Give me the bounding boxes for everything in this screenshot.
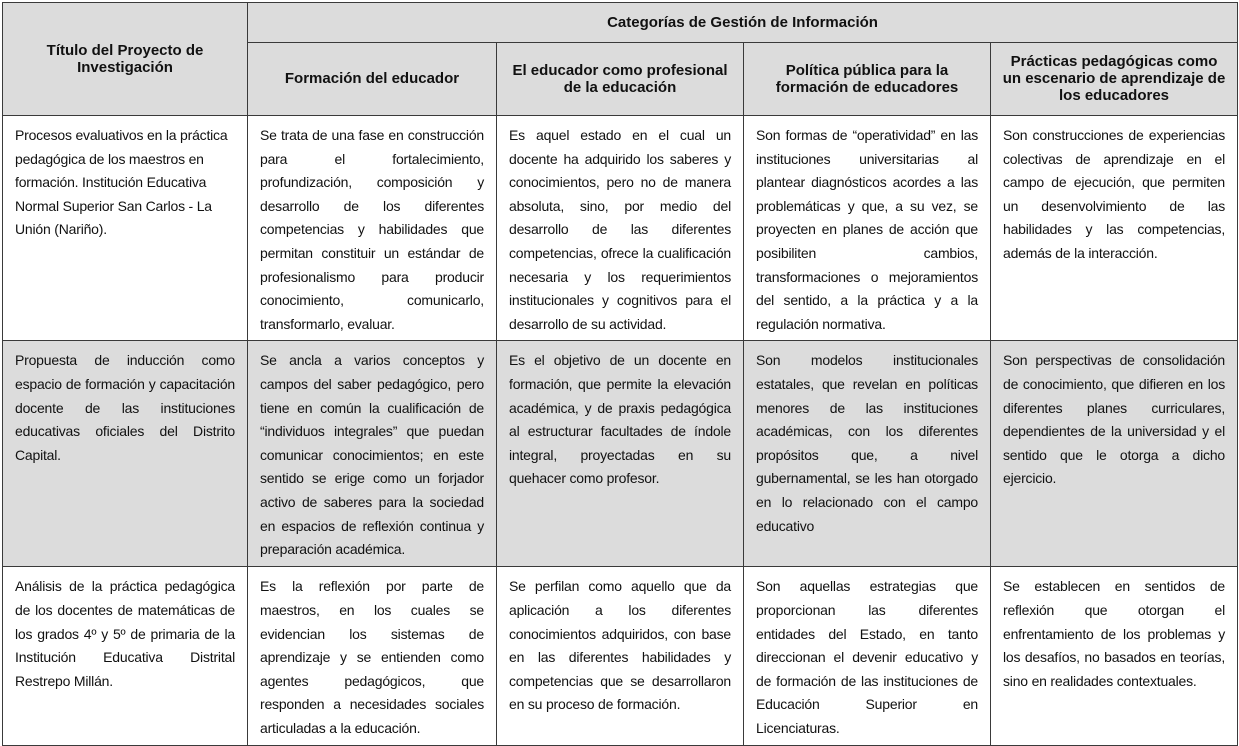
header-column-1 (248, 42, 497, 115)
table-cell (991, 341, 1238, 567)
row-title-cell (3, 567, 248, 745)
row-title-cell (3, 341, 248, 567)
table-row (3, 116, 1238, 341)
table-cell (744, 341, 991, 567)
header-column-1-text: Formación del educador (284, 70, 460, 88)
header-column-3 (744, 42, 991, 115)
table-cell (248, 116, 497, 341)
research-categories-table (2, 2, 1238, 746)
row-title-text: Propuesta de inducción como espacio de formación y capacitación docente de las instituciones educativas oficiales del Distrito Capital. (15, 352, 235, 463)
cell-text: Se establecen en sentidos de reflexión que otorgan el enfrentamiento de los problemas y los desafíos, no basados en teorías, sino en realidades contextuales. (1003, 578, 1226, 689)
table-row (3, 567, 1238, 745)
header-column-4 (991, 42, 1238, 115)
header-categories-group-text: Categorías de Gestión de Información (607, 13, 878, 31)
table-cell (991, 116, 1238, 341)
cell-text: Es aquel estado en el cual un docente ha adquirido los saberes y conocimientos, pero no de manera absoluta, sino, por medio del desarrollo de las diferentes competencias, ofrece la cualificación necesaria y los requerimientos institucionales y cognitivos para el desarrollo de su actividad. (509, 127, 731, 332)
row-title-text: Procesos evaluativos en la práctica pedagógica de los maestros en formación. Institución Educativa Normal Superior San Carlos - La Unión (Nariño). (15, 127, 228, 238)
header-column-4-text: Prácticas pedagógicas como un escenario de aprendizaje de los educadores (1002, 53, 1226, 105)
row-title-cell (3, 116, 248, 341)
cell-text: Se ancla a varios conceptos y campos del saber pedagógico, pero tiene en común la cualificación de “individuos integrales” que puedan comunicar conocimientos; en este sentido se erige como un forjador activo de saberes para la sociedad en espacios de reflexión continua y preparación académica. (260, 352, 484, 558)
cell-text: Son modelos institucionales estatales, que revelan en políticas menores de las instituciones académicas, con los diferentes propósitos que, a nivel gubernamental, se les han otorgado en lo relacionado con el campo educativo (756, 352, 978, 534)
cell-text: Es el objetivo de un docente en formación, que permite la elevación académica, y de praxis pedagógica al estructurar facultades de índole integral, proyectadas en su quehacer como profesor. (509, 352, 731, 487)
row-title-text: Análisis de la práctica pedagógica de los docentes de matemáticas de los grados 4º y 5º de primaria de la Institución Educativa Distrital Restrepo Millán. (15, 578, 235, 689)
header-column-3-text: Política pública para la formación de educadores (775, 61, 959, 96)
cell-text: Son perspectivas de consolidación de conocimiento, que difieren en los diferentes planes curriculares, dependientes de la universidad y el sentido que le otorga a dicho ejercicio. (1003, 352, 1226, 487)
cell-text: Son formas de “operatividad” en las instituciones universitarias al plantear diagnósticos acordes a las problemáticas y que, a su vez, se proyecten en planes de acción que posibiliten cambios, transformaciones o mejoramientos del sentido, a la práctica y a la regulación normativa. (756, 127, 978, 332)
cell-text: Son aquellas estrategias que proporcionan las diferentes entidades del Estado, en tanto direccionan el devenir educativo y de formación de las instituciones de Educación Superior en Licenciaturas. (756, 578, 978, 736)
header-column-2-text: El educador como profesional de la educación (512, 61, 728, 96)
table-cell (991, 567, 1238, 745)
cell-text: Se trata de una fase en construcción para el fortalecimiento, profundización, composición y desarrollo de los diferentes competencias y habilidades que permitan constituir un estándar de profesionalismo para producir conocimiento, comunicarlo, transformarlo, evaluar. (260, 127, 484, 332)
header-project-title (3, 3, 248, 116)
table-cell (497, 116, 744, 341)
table-cell (248, 341, 497, 567)
cell-text: Es la reflexión por parte de maestros, en los cuales se evidencian los sistemas de aprendizaje y se entienden como agentes pedagógicos, que responden a necesidades sociales articuladas a la educación. (260, 578, 484, 736)
table-cell (497, 341, 744, 567)
cell-text: Se perfilan como aquello que da aplicación a los diferentes conocimientos adquiridos, con base en las diferentes habilidades y competencias que se desarrollaron en su proceso de formación. (509, 578, 731, 713)
table-row (3, 341, 1238, 567)
table-cell (744, 567, 991, 745)
header-column-2 (497, 42, 744, 115)
table-cell (248, 567, 497, 745)
table-cell (744, 116, 991, 341)
table-cell (497, 567, 744, 745)
header-project-title-text: Título del Proyecto de Investigación (46, 42, 204, 76)
cell-text: Son construcciones de experiencias colectivas de aprendizaje en el campo de ejecución, que permiten un desenvolvimiento de las habilidades y las competencias, además de la interacción. (1003, 127, 1226, 261)
header-categories-group (248, 3, 1238, 43)
